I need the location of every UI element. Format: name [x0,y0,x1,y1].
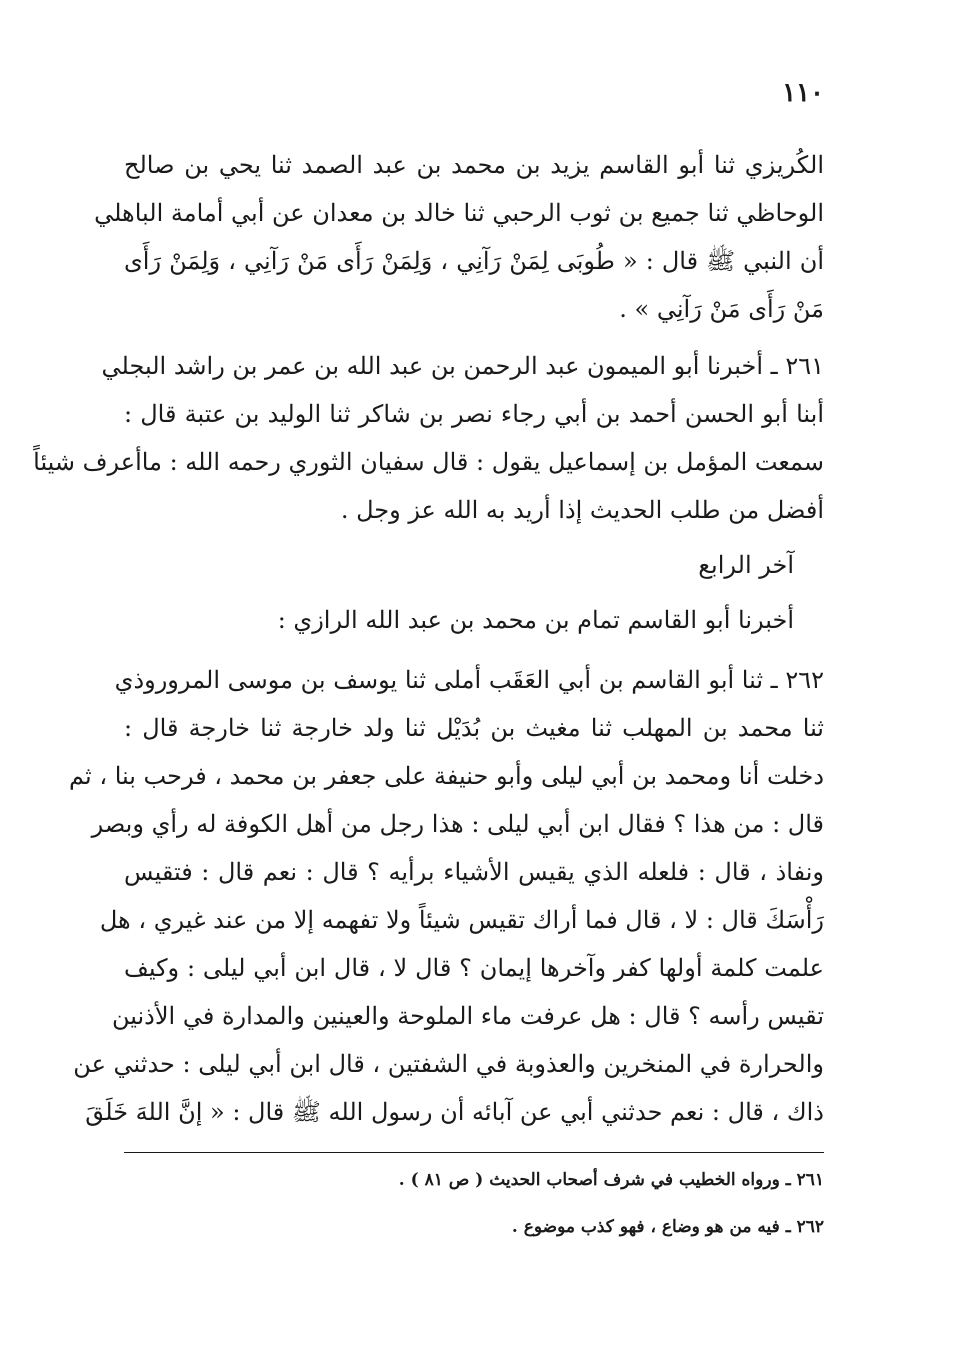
section-end-heading: آخر الرابع [698,551,794,579]
text-line: رَأْسَكَ قال : لا ، قال فما أراك تقيس شيئاً ولا تفهمه إلا من عند غيري ، هل [99,906,824,934]
text-line: سمعت المؤمل بن إسماعيل يقول : قال سفيان الثوري رحمه الله : ماأعرف شيئاً [33,448,824,476]
text-line: علمت كلمة أولها كفر وآخرها إيمان ؟ قال لا ، قال ابن أبي ليلى : وكيف [124,954,825,982]
text-line: أن النبي ﷺ قال : « طُوبَى لِمَنْ رَآنِي ، وَلِمَنْ رَأَى مَنْ رَآنِي ، وَلِمَنْ رَأَى [124,247,824,275]
page-number: ١١٠ [782,78,824,108]
text-line: ونفاذ ، قال : فلعله الذي يقيس الأشياء برأيه ؟ قال : نعم قال : فتقيس [124,858,824,886]
text-line: ٢٦٢ ـ ثنا أبو القاسم بن أبي العَقَب أملى ثنا يوسف بن موسى المروروذي [114,666,824,694]
text-line: ذاك ، قال : نعم حدثني أبي عن آبائه أن رسول الله ﷺ قال : « إنَّ اللهَ خَلَقَ [85,1098,824,1126]
text-line: مَنْ رَأَى مَنْ رَآنِي » . [619,295,824,323]
text-line: والحرارة في المنخرين والعذوبة في الشفتين ، قال ابن أبي ليلى : حدثني عن [73,1050,824,1078]
text-line: الكُريزي ثنا أبو القاسم يزيد بن محمد بن عبد الصمد ثنا يحي بن صالح [124,151,824,179]
text-line: أبنا أبو الحسن أحمد بن أبي رجاء نصر بن شاكر ثنا الوليد بن عتبة قال : [124,400,824,428]
text-line: الوحاظي ثنا جميع بن ثوب الرحبي ثنا خالد بن معدان عن أبي أمامة الباهلي [94,199,824,227]
text-line: دخلت أنا ومحمد بن أبي ليلى وأبو حنيفة على جعفر بن محمد ، فرحب بنا ، ثم [69,762,824,790]
text-line: أفضل من طلب الحديث إذا أريد به الله عز وجل . [340,496,824,524]
text-line: ٢٦١ ـ أخبرنا أبو الميمون عبد الرحمن بن عبد الله بن عمر بن راشد البجلي [101,352,824,380]
footnote: ٢٦١ ـ ورواه الخطيب في شرف أصحاب الحديث ( ص ٨١ ) . [398,1170,824,1190]
footnote-divider [124,1152,824,1153]
text-line: تقيس رأسه ؟ قال : هل عرفت ماء الملوحة والعينين والمدارة في الأذنين [111,1002,824,1030]
chain-intro-line: أخبرنا أبو القاسم تمام بن محمد بن عبد الله الرازي : [277,606,794,634]
text-line: قال : من هذا ؟ فقال ابن أبي ليلى : هذا رجل من أهل الكوفة له رأي وبصر [91,810,824,838]
footnote: ٢٦٢ ـ فيه من هو وضاع ، فهو كذب موضوع . [511,1217,824,1237]
text-line: ثنا محمد بن المهلب ثنا مغيث بن بُدَيْل ثنا ولد خارجة ثنا خارجة قال : [124,714,824,742]
